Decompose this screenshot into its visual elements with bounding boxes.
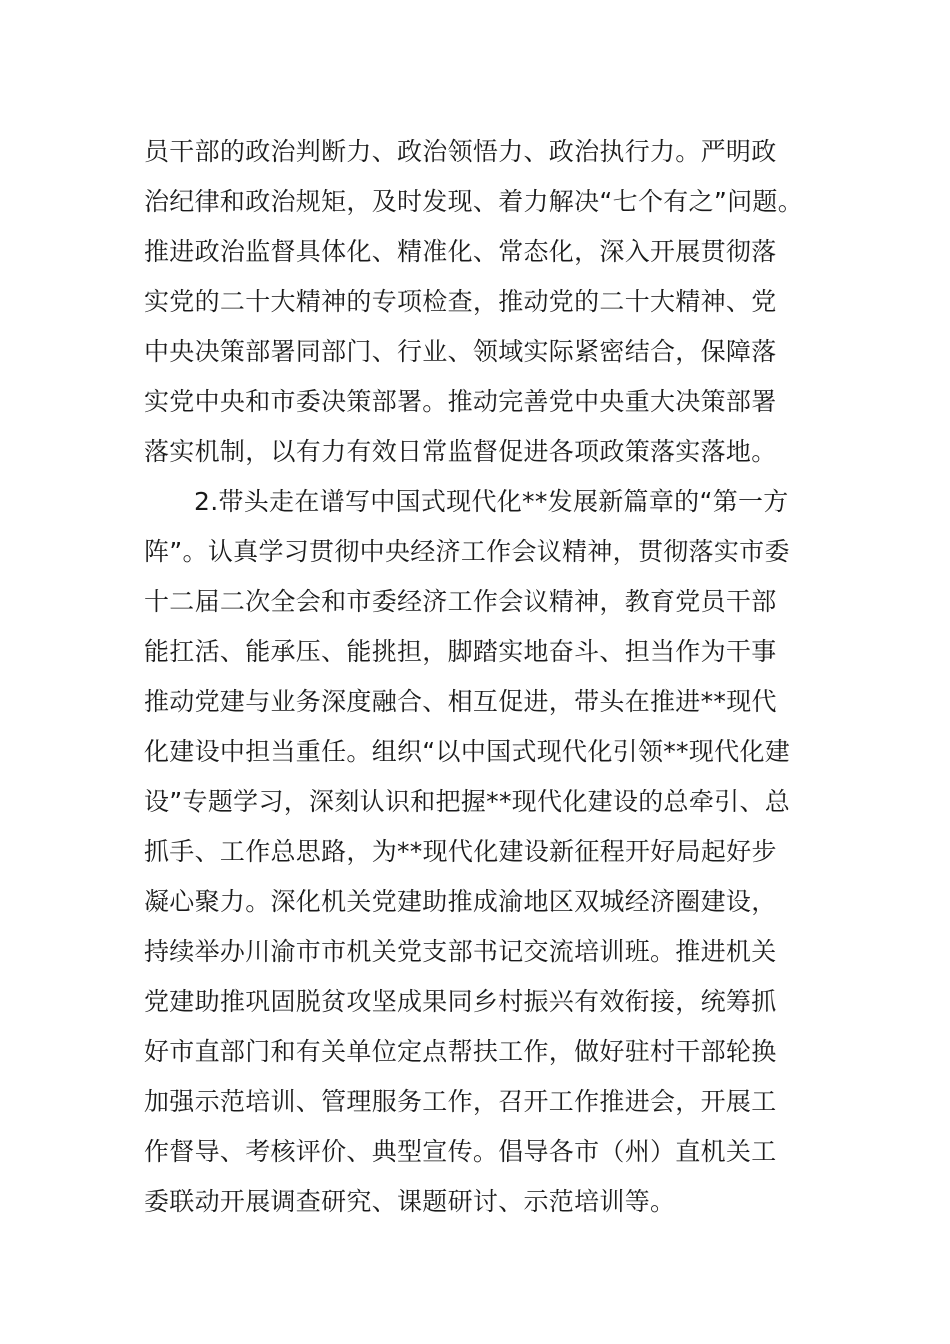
text-line: 凝心聚力。深化机关党建助推成渝地区双城经济圈建设， [144,887,777,916]
text-line: 能扛活、能承压、能挑担，脚踏实地奋斗、担当作为干事 [144,637,777,666]
text-line: 加强示范培训、管理服务工作，召开工作推进会，开展工 [144,1087,777,1116]
text-line: 实党中央和市委决策部署。推动完善党中央重大决策部署 [144,387,777,416]
text-line: 中央决策部署同部门、行业、领域实际紧密结合，保障落 [144,337,777,366]
text-line: 落实机制，以有力有效日常监督促进各项政策落实落地。 [144,437,777,466]
text-line: 十二届二次全会和市委经济工作会议精神，教育党员干部 [144,587,777,616]
text-line: 委联动开展调查研究、课题研讨、示范培训等。 [144,1187,676,1216]
text-line: 化建设中担当重任。组织“以中国式现代化引领**现代化建 [144,737,791,766]
text-line: 员干部的政治判断力、政治领悟力、政治执行力。严明政 [144,137,777,166]
body-text [144,127,824,1227]
text-line: 推动党建与业务深度融合、相互促进，带头在推进**现代 [144,687,777,716]
text-line: 作督导、考核评价、典型宣传。倡导各市（州）直机关工 [144,1137,777,1166]
text-line: 党建助推巩固脱贫攻坚成果同乡村振兴有效衔接，统筹抓 [144,987,777,1016]
text-line: 好市直部门和有关单位定点帮扶工作，做好驻村干部轮换 [144,1037,777,1066]
text-line: 设”专题学习，深刻认识和把握**现代化建设的总牵引、总 [144,787,791,816]
text-line: 持续举办川渝市市机关党支部书记交流培训班。推进机关 [144,937,777,966]
text-line: 阵”。认真学习贯彻中央经济工作会议精神，贯彻落实市委 [144,537,790,566]
text-line: 推进政治监督具体化、精准化、常态化，深入开展贯彻落 [144,237,777,266]
text-line: 治纪律和政治规矩，及时发现、着力解决“七个有之”问题。 [144,187,804,216]
text-line: 抓手、工作总思路，为**现代化建设新征程开好局起好步 [144,837,777,866]
text-line-indent: 2.带头走在谱写中国式现代化**发展新篇章的“第一方 [194,487,789,516]
text-line: 实党的二十大精神的专项检查，推动党的二十大精神、党 [144,287,777,316]
